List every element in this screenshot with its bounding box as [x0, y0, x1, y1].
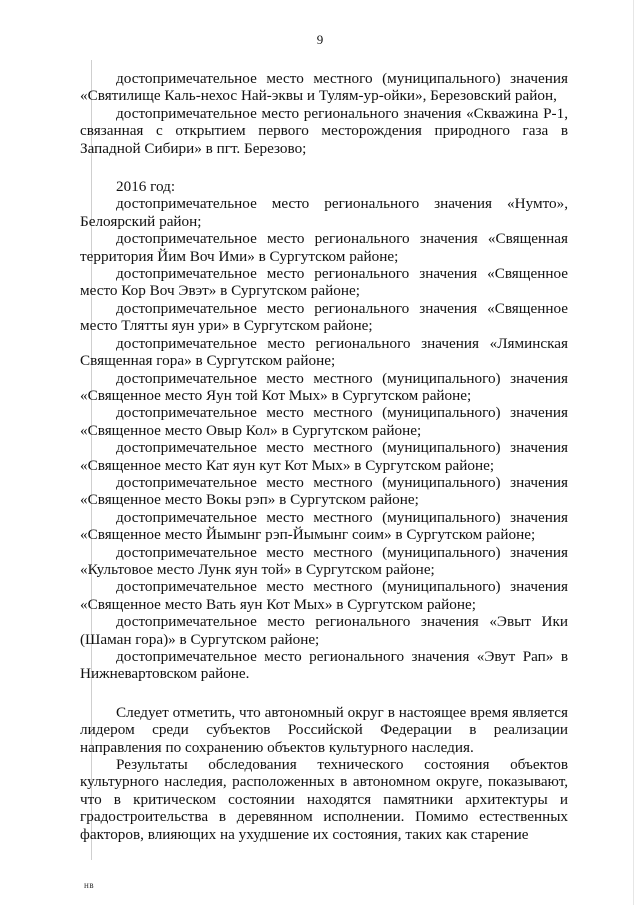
section-heading-year: 2016 год:: [116, 178, 176, 196]
paragraph: достопримечательное место регионального значения «Скважина Р-1, связанная с открытием первого месторождения природного газа в Западной Сибири» в пгт. Березово;: [80, 104, 568, 157]
paragraph: достопримечательное место регионального значения «Священное место Тлятты яун ури» в Сургутском районе;: [80, 299, 568, 335]
paragraph: достопримечательное место местного (муниципального) значения «Священное место Кат яун кут Кот Мых» в Сургутском районе;: [80, 439, 568, 474]
paragraph: достопримечательное место регионального значения «Эвыт Ики (Шаман гора)» в Сургутском районе;: [80, 613, 568, 648]
paragraph: достопримечательное место местного (муниципального) значения «Священное место Овыр Кол» в Сургутском районе;: [80, 404, 568, 439]
paragraph: достопримечательное место регионального значения «Священная территория Йим Воч Ими» в Сургутском районе;: [80, 230, 568, 265]
footer-mark: нв: [84, 880, 95, 890]
paragraph: достопримечательное место местного (муниципального) значения «Священное место Йымынг рэп-Йымынг соим» в Сургутском районе;: [80, 508, 568, 544]
page-number: 9: [316, 32, 324, 47]
paragraph: достопримечательное место местного (муниципального) значения «Священное место Вать яун Кот Мых» в Сургутском районе;: [80, 578, 568, 613]
paragraph: достопримечательное место регионального значения «Нумто», Белоярский район;: [80, 195, 568, 230]
paragraph: достопримечательное место регионального значения «Священное место Кор Воч Эвэт» в Сургутском районе;: [80, 265, 568, 300]
paragraph: Следует отметить, что автономный округ в настоящее время является лидером среди субъектов Российской Федерации в реализации направления по сохранению объектов культурного наследия.: [80, 703, 568, 756]
paragraph: достопримечательное место местного (муниципального) значения «Священное место Вокы рэп» в Сургутском районе;: [80, 473, 568, 509]
scan-edge-right: [633, 0, 634, 905]
body-text: [80, 70, 568, 843]
paragraph: Результаты обследования технического состояния объектов культурного наследия, расположенных в автономном округе, показывают, что в критическом состоянии находятся памятники архитектуры и градостроительства в деревянном исполнении. Помимо естественных факторов, влияющих на ухудшение их состояния, таких как старение: [80, 756, 568, 843]
paragraph: достопримечательное место регионального значения «Ляминская Священная гора» в Сургутском районе;: [80, 334, 568, 370]
paragraph: достопримечательное место местного (муниципального) значения «Священное место Яун той Кот Мых» в Сургутском районе;: [80, 369, 568, 404]
paragraph: достопримечательное место местного (муниципального) значения «Культовое место Лунк яун той» в Сургутском районе;: [80, 543, 568, 578]
paragraph: достопримечательное место регионального значения «Эвут Рап» в Нижневартовском районе.: [80, 648, 568, 683]
paragraph: достопримечательное место местного (муниципального) значения «Святилище Каль-нехос Най-эквы и Тулям-ур-ойки», Березовский район,: [80, 70, 568, 105]
